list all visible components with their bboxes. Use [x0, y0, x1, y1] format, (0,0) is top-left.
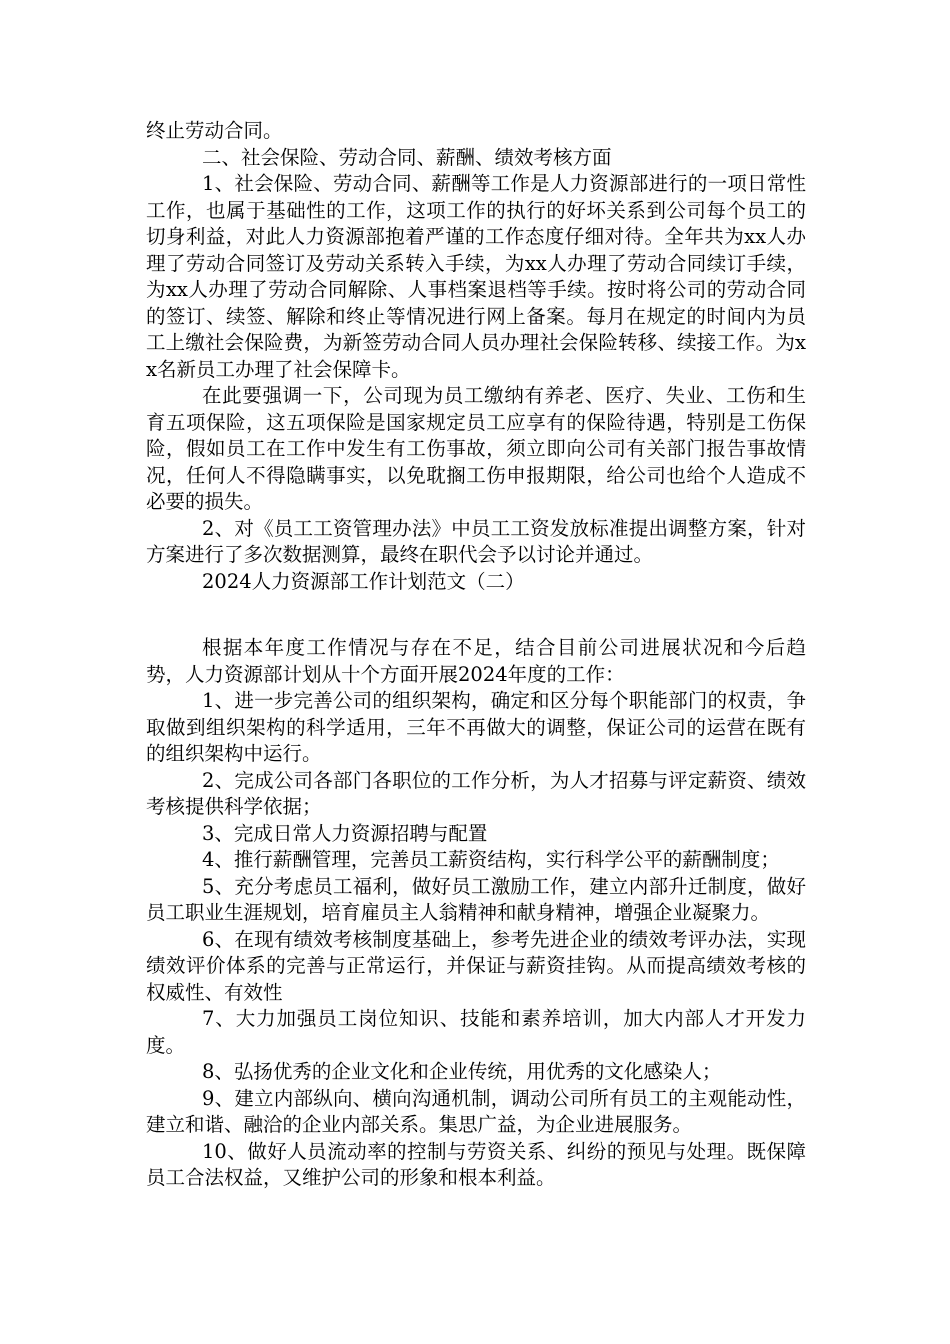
section-heading: 二、社会保险、劳动合同、薪酬、绩效考核方面	[202, 145, 612, 169]
paragraph: 1、社会保险、劳动合同、薪酬等工作是人力资源部进行的一项日常性工作，也属于基础性的工作，这项工作的执行的好坏关系到公司每个员工的切身利益，对此人力资源部抱着严谨的工作态度仔细对待。全年共为xx人办理了劳动合同签订及劳动关系转入手续，为xx人办理了劳动合同续订手续，为xx人办理了劳动合同解除、人事档案退档等手续。按时将公司的劳动合同的签订、续签、解除和终止等情况进行网上备案。每月在规定的时间内为员工上缴社会保险费，为新签劳动合同人员办理社会保险转移、续接工作。为xx名新员工办理了社会保障卡。	[146, 172, 806, 381]
paragraph: 2、对《员工工资管理办法》中员工工资发放标准提出调整方案，针对方案进行了多次数据测算，最终在职代会予以讨论并通过。	[146, 516, 806, 566]
list-item: 9、建立内部纵向、横向沟通机制，调动公司所有员工的主观能动性，建立和谐、融洽的企业内部关系。集思广益，为企业进展服务。	[146, 1086, 806, 1136]
list-item: 1、进一步完善公司的组织架构，确定和区分每个职能部门的权责，争取做到组织架构的科学适用，三年不再做大的调整，保证公司的运营在既有的组织架构中运行。	[146, 689, 806, 765]
paragraph: 终止劳动合同。	[146, 119, 283, 142]
list-item: 4、推行薪酬管理，完善员工薪资结构，实行科学公平的薪酬制度；	[202, 848, 780, 871]
list-item: 3、完成日常人力资源招聘与配置	[202, 821, 488, 845]
document-page	[146, 118, 806, 1192]
document-section-1	[146, 118, 806, 595]
list-item: 6、在现有绩效考核制度基础上，参考先进企业的绩效考评办法，实现绩效评价体系的完善与正常运行，并保证与薪资挂钩。从而提高绩效考核的权威性、有效性	[146, 927, 806, 1004]
list-item: 2、完成公司各部门各职位的工作分析，为人才招募与评定薪资、绩效考核提供科学依据；	[146, 768, 806, 818]
blank-line	[146, 595, 806, 635]
paragraph: 根据本年度工作情况与存在不足，结合目前公司进展状况和今后趋势，人力资源部计划从十个方面开展2024年度的工作：	[146, 636, 806, 686]
list-item: 8、弘扬优秀的企业文化和企业传统，用优秀的文化感染人；	[202, 1060, 722, 1083]
list-item: 5、充分考虑员工福利，做好员工激励工作，建立内部升迁制度，做好员工职业生涯规划，培育雇员主人翁精神和献身精神，增强企业凝聚力。	[146, 874, 806, 924]
list-item: 7、大力加强员工岗位知识、技能和素养培训，加大内部人才开发力度。	[146, 1007, 806, 1057]
paragraph: 在此要强调一下，公司现为员工缴纳有养老、医疗、失业、工伤和生育五项保险，这五项保险是国家规定员工应享有的保险待遇，特别是工伤保险，假如员工在工作中发生有工伤事故，须立即向公司有关部门报告事故情况，任何人不得隐瞒事实，以免耽搁工伤申报期限，给公司也给个人造成不必要的损失。	[146, 384, 806, 513]
document-section-2	[146, 635, 806, 1192]
list-item: 10、做好人员流动率的控制与劳资关系、纠纷的预见与处理。既保障员工合法权益，又维护公司的形象和根本利益。	[146, 1139, 806, 1189]
document-title: 2024人力资源部工作计划范文（二）	[202, 569, 525, 593]
